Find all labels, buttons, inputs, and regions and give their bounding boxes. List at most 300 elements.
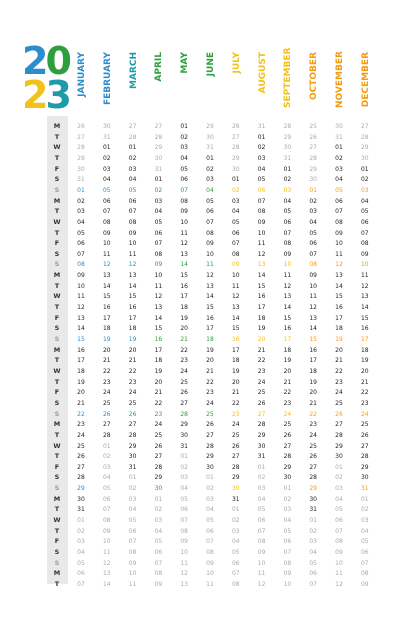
weekday-label: S xyxy=(54,484,60,493)
day-cell: 18 xyxy=(128,325,137,333)
day-cell: 04 xyxy=(128,506,137,514)
day-cell: 29 xyxy=(77,485,85,493)
day-cell: 19 xyxy=(231,367,240,375)
day-cell: 01 xyxy=(283,165,292,173)
day-cell: 18 xyxy=(283,346,292,354)
day-cell: 17 xyxy=(283,336,292,343)
weekday-label: W xyxy=(53,292,61,301)
day-cell: 20 xyxy=(102,346,111,354)
day-cell: 07 xyxy=(257,527,266,535)
day-cell: 29 xyxy=(128,442,137,450)
day-cell: 26 xyxy=(360,431,369,439)
month-header-november: NOVEMBER xyxy=(335,51,345,108)
day-cell: 16 xyxy=(180,282,188,290)
day-cell: 27 xyxy=(309,144,317,152)
day-cell: 26 xyxy=(77,453,85,461)
day-cell: 09 xyxy=(309,272,317,280)
day-cell: 21 xyxy=(154,389,163,397)
day-cell: 22 xyxy=(335,367,343,375)
month-header-may: MAY xyxy=(180,52,191,74)
day-cell: 28 xyxy=(77,474,85,482)
day-cell: 07 xyxy=(206,538,214,546)
day-cell: 16 xyxy=(128,304,137,312)
day-cell: 25 xyxy=(102,399,111,407)
day-cell: 09 xyxy=(154,261,163,269)
day-cell: 20 xyxy=(309,389,317,397)
day-cell: 29 xyxy=(231,154,240,162)
day-cell: 09 xyxy=(335,549,343,556)
day-cell: 05 xyxy=(283,527,292,535)
month-header-september: SEPTEMBER xyxy=(283,47,294,108)
day-cell: 09 xyxy=(206,240,214,248)
day-cell: 27 xyxy=(360,442,369,450)
day-cell: 03 xyxy=(231,197,240,205)
day-cell: 05 xyxy=(206,517,214,525)
day-cell: 30 xyxy=(128,453,137,461)
day-cell: 04 xyxy=(180,485,188,493)
day-cell: 06 xyxy=(283,218,292,226)
day-cell: 24 xyxy=(128,389,137,397)
day-cell: 09 xyxy=(102,229,111,237)
day-cell: 31 xyxy=(102,133,111,141)
day-cell: 26 xyxy=(180,389,188,397)
day-cell: 04 xyxy=(154,208,163,216)
weekday-label: S xyxy=(54,185,60,194)
day-cell: 27 xyxy=(231,133,240,141)
day-cell: 29 xyxy=(360,144,369,152)
day-cell: 17 xyxy=(206,325,214,333)
day-cell: 24 xyxy=(206,399,214,407)
day-cell: 08 xyxy=(180,197,188,205)
day-cell: 03 xyxy=(206,495,214,503)
day-cell: 24 xyxy=(335,389,343,397)
day-cell: 16 xyxy=(309,346,317,354)
day-cell: 21 xyxy=(257,346,266,354)
day-cell: 01 xyxy=(309,186,317,194)
day-cell: 02 xyxy=(77,527,85,535)
day-cell: 13 xyxy=(283,293,292,301)
day-cell: 03 xyxy=(231,527,240,535)
day-cell: 18 xyxy=(180,304,188,312)
day-cell: 20 xyxy=(335,346,343,354)
day-cell: 20 xyxy=(257,336,266,343)
day-cell: 04 xyxy=(283,197,292,205)
day-cell: 07 xyxy=(309,580,317,588)
weekday-label: M xyxy=(53,569,61,578)
weekday-label: S xyxy=(54,409,60,418)
day-cell: 26 xyxy=(206,421,214,429)
day-cell: 25 xyxy=(231,431,240,439)
day-cell: 03 xyxy=(154,197,163,205)
day-cell: 01 xyxy=(128,144,137,152)
day-cell: 25 xyxy=(283,421,292,429)
day-cell: 02 xyxy=(128,485,137,493)
day-cell: 08 xyxy=(257,208,266,216)
day-cell: 02 xyxy=(309,197,317,205)
day-cell: 14 xyxy=(128,282,137,290)
day-cell: 07 xyxy=(360,229,369,237)
weekday-label: S xyxy=(54,398,60,407)
day-cell: 08 xyxy=(335,538,343,546)
day-cell: 12 xyxy=(231,293,240,301)
day-cell: 12 xyxy=(180,240,188,248)
day-cell: 14 xyxy=(77,325,85,333)
day-cell: 04 xyxy=(128,176,137,184)
day-cell: 28 xyxy=(257,421,266,429)
month-header-january: JANUARY xyxy=(77,52,87,97)
day-cell: 10 xyxy=(154,272,163,280)
day-cell: 27 xyxy=(77,463,85,471)
day-cell: 12 xyxy=(335,261,343,269)
day-cell: 25 xyxy=(309,442,317,450)
day-cell: 06 xyxy=(206,527,214,535)
day-cell: 06 xyxy=(102,197,111,205)
day-cell: 22 xyxy=(231,399,240,407)
day-cell: 26 xyxy=(154,442,163,450)
day-cell: 24 xyxy=(77,431,85,439)
day-cell: 01 xyxy=(180,123,188,130)
day-cell: 22 xyxy=(360,389,369,397)
day-cell: 23 xyxy=(102,378,111,386)
day-cell: 22 xyxy=(206,378,214,386)
day-cell: 09 xyxy=(283,570,292,578)
day-cell: 27 xyxy=(206,431,214,439)
day-cell: 23 xyxy=(360,399,369,407)
day-cell: 07 xyxy=(231,570,240,578)
day-cell: 10 xyxy=(180,218,188,226)
day-cell: 29 xyxy=(180,421,188,429)
day-cell: 21 xyxy=(206,367,214,375)
day-cell: 03 xyxy=(283,186,292,194)
day-cell: 08 xyxy=(231,250,240,258)
day-cell: 02 xyxy=(309,527,317,535)
day-cell: 28 xyxy=(309,474,317,482)
day-cell: 25 xyxy=(360,421,369,429)
day-cell: 20 xyxy=(360,367,369,375)
day-cell: 10 xyxy=(283,580,292,588)
day-cell: 11 xyxy=(154,282,163,290)
day-cell: 02 xyxy=(77,197,85,205)
weekday-label: S xyxy=(54,260,60,269)
day-cell: 26 xyxy=(231,442,240,450)
day-cell: 24 xyxy=(154,421,163,429)
day-cell: 17 xyxy=(154,346,163,354)
day-cell: 22 xyxy=(180,346,188,354)
day-cell: 16 xyxy=(206,314,214,322)
day-cell: 28 xyxy=(128,133,137,141)
day-cell: 24 xyxy=(180,367,188,375)
day-cell: 05 xyxy=(360,208,369,216)
day-cell: 11 xyxy=(309,293,317,301)
day-cell: 05 xyxy=(335,506,343,514)
weekday-label: S xyxy=(54,473,60,482)
day-cell: 08 xyxy=(231,580,240,588)
day-cell: 11 xyxy=(335,570,343,578)
day-cell: 07 xyxy=(231,240,240,248)
day-cell: 06 xyxy=(335,517,343,525)
day-cell: 05 xyxy=(102,186,111,194)
day-cell: 26 xyxy=(335,410,343,418)
day-cell: 09 xyxy=(360,580,369,588)
day-cell: 03 xyxy=(77,538,85,546)
day-cell: 26 xyxy=(309,133,317,141)
day-cell: 09 xyxy=(180,208,188,216)
day-cell: 28 xyxy=(360,133,369,141)
day-cell: 13 xyxy=(257,261,266,269)
weekday-label: T xyxy=(54,377,60,386)
day-cell: 31 xyxy=(335,133,343,141)
day-cell: 04 xyxy=(335,495,343,503)
day-cell: 11 xyxy=(102,549,111,556)
day-cell: 02 xyxy=(154,506,163,514)
day-cell: 13 xyxy=(231,304,240,312)
day-cell: 20 xyxy=(154,378,163,386)
day-cell: 01 xyxy=(309,517,317,525)
day-cell: 01 xyxy=(360,495,369,503)
day-cell: 02 xyxy=(154,186,163,194)
day-cell: 04 xyxy=(102,176,111,184)
day-cell: 31 xyxy=(77,176,85,184)
day-cell: 04 xyxy=(360,197,369,205)
day-cell: 13 xyxy=(309,314,317,322)
day-cell: 03 xyxy=(154,517,163,525)
day-cell: 17 xyxy=(335,314,343,322)
day-cell: 12 xyxy=(77,304,85,312)
day-cell: 29 xyxy=(154,144,163,152)
day-cell: 28 xyxy=(77,144,85,152)
day-cell: 27 xyxy=(128,123,137,130)
day-cell: 25 xyxy=(335,399,343,407)
weekday-label: F xyxy=(54,462,60,471)
day-cell: 11 xyxy=(257,570,266,578)
day-cell: 03 xyxy=(335,165,343,173)
day-cell: 04 xyxy=(257,165,266,173)
day-cell: 25 xyxy=(128,399,137,407)
day-cell: 27 xyxy=(102,421,111,429)
day-cell: 28 xyxy=(231,463,240,471)
day-cell: 04 xyxy=(231,538,240,546)
weekday-label: S xyxy=(54,335,60,343)
day-cell: 26 xyxy=(257,399,266,407)
day-cell: 31 xyxy=(283,154,292,162)
day-cell: 04 xyxy=(154,527,163,535)
day-cell: 03 xyxy=(309,538,317,546)
day-cell: 19 xyxy=(283,357,292,365)
day-cell: 30 xyxy=(309,495,317,503)
day-cell: 03 xyxy=(360,186,369,194)
day-cell: 13 xyxy=(206,282,214,290)
day-cell: 10 xyxy=(128,570,137,578)
weekday-label: M xyxy=(53,122,61,130)
day-cell: 19 xyxy=(128,336,137,343)
day-cell: 05 xyxy=(128,186,137,194)
day-cell: 26 xyxy=(231,123,240,130)
day-cell: 10 xyxy=(206,570,214,578)
day-cell: 07 xyxy=(360,559,369,567)
day-cell: 14 xyxy=(360,304,369,312)
day-cell: 03 xyxy=(128,495,137,503)
day-cell: 01 xyxy=(335,144,343,152)
weekday-label: T xyxy=(54,207,60,216)
day-cell: 13 xyxy=(128,272,137,280)
day-cell: 14 xyxy=(180,261,188,269)
day-cell: 01 xyxy=(360,165,369,173)
day-cell: 30 xyxy=(309,176,317,184)
day-cell: 19 xyxy=(309,378,317,386)
day-cell: 05 xyxy=(335,186,343,194)
day-cell: 13 xyxy=(180,580,188,588)
day-cell: 08 xyxy=(283,559,292,567)
day-cell: 05 xyxy=(154,218,163,226)
day-cell: 14 xyxy=(206,293,214,301)
day-cell: 30 xyxy=(77,495,85,503)
day-cell: 06 xyxy=(257,186,266,194)
day-cell: 05 xyxy=(77,229,85,237)
day-cell: 18 xyxy=(335,325,343,333)
day-cell: 29 xyxy=(283,463,292,471)
day-cell: 11 xyxy=(360,272,369,280)
day-cell: 27 xyxy=(309,463,317,471)
day-cell: 21 xyxy=(335,357,343,365)
day-cell: 05 xyxy=(283,208,292,216)
day-cell: 03 xyxy=(257,485,266,493)
day-cell: 06 xyxy=(360,549,369,556)
day-cell: 07 xyxy=(257,197,266,205)
day-cell: 14 xyxy=(231,314,240,322)
day-cell: 08 xyxy=(102,517,111,525)
day-cell: 28 xyxy=(231,144,240,152)
day-cell: 04 xyxy=(77,218,85,226)
day-cell: 12 xyxy=(180,570,188,578)
weekday-label: T xyxy=(54,579,60,588)
weekday-label: W xyxy=(53,143,61,152)
day-cell: 08 xyxy=(283,240,292,248)
day-cell: 06 xyxy=(180,506,188,514)
day-cell: 21 xyxy=(77,399,85,407)
day-cell: 30 xyxy=(231,485,240,493)
day-cell: 03 xyxy=(360,517,369,525)
day-cell: 05 xyxy=(206,197,214,205)
day-cell: 09 xyxy=(102,527,111,535)
day-cell: 31 xyxy=(180,442,188,450)
day-cell: 31 xyxy=(154,165,163,173)
day-cell: 14 xyxy=(309,325,317,333)
day-cell: 19 xyxy=(102,336,111,343)
day-cell: 24 xyxy=(360,410,369,418)
day-cell: 04 xyxy=(102,474,111,482)
day-cell: 09 xyxy=(180,538,188,546)
day-cell: 28 xyxy=(102,431,111,439)
day-cell: 02 xyxy=(335,154,343,162)
day-cell: 04 xyxy=(206,506,214,514)
day-cell: 27 xyxy=(335,421,343,429)
weekday-label: F xyxy=(54,313,60,322)
day-cell: 05 xyxy=(231,549,240,556)
weekday-label: M xyxy=(53,494,61,503)
day-cell: 24 xyxy=(283,410,292,418)
day-cell: 06 xyxy=(77,570,85,578)
day-cell: 05 xyxy=(154,538,163,546)
day-cell: 03 xyxy=(180,144,188,152)
day-cell: 11 xyxy=(231,282,240,290)
day-cell: 03 xyxy=(206,176,214,184)
day-cell: 10 xyxy=(180,549,188,556)
day-cell: 27 xyxy=(257,410,266,418)
day-cell: 28 xyxy=(154,133,163,141)
day-cell: 07 xyxy=(206,218,214,226)
day-cell: 22 xyxy=(128,367,137,375)
day-cell: 31 xyxy=(309,506,317,514)
day-cell: 06 xyxy=(231,229,240,237)
day-cell: 01 xyxy=(206,474,214,482)
day-cell: 03 xyxy=(335,485,343,493)
day-cell: 01 xyxy=(154,495,163,503)
day-cell: 20 xyxy=(128,346,137,354)
day-cell: 11 xyxy=(180,559,188,567)
day-cell: 22 xyxy=(309,410,317,418)
day-cell: 21 xyxy=(231,389,240,397)
day-cell: 31 xyxy=(360,485,369,493)
day-cell: 28 xyxy=(283,453,292,461)
day-cell: 06 xyxy=(77,240,85,248)
month-header-april: APRIL xyxy=(154,52,165,82)
day-cell: 30 xyxy=(77,165,85,173)
day-cell: 02 xyxy=(102,453,111,461)
day-cell: 08 xyxy=(77,261,85,269)
weekday-label: F xyxy=(54,388,60,397)
month-header-march: MARCH xyxy=(128,52,139,89)
day-cell: 24 xyxy=(309,431,317,439)
day-cell: 09 xyxy=(283,250,292,258)
day-cell: 02 xyxy=(206,485,214,493)
day-cell: 08 xyxy=(180,527,188,535)
day-cell: 08 xyxy=(360,570,369,578)
day-cell: 25 xyxy=(154,431,163,439)
day-cell: 20 xyxy=(231,378,240,386)
day-cell: 01 xyxy=(257,463,266,471)
day-cell: 10 xyxy=(335,559,343,567)
day-cell: 28 xyxy=(283,123,292,130)
day-cell: 11 xyxy=(283,272,292,280)
day-cell: 10 xyxy=(283,261,292,269)
day-cell: 21 xyxy=(360,378,369,386)
day-cell: 02 xyxy=(257,474,266,482)
day-cell: 18 xyxy=(231,357,240,365)
day-cell: 27 xyxy=(180,399,188,407)
day-cell: 13 xyxy=(102,570,111,578)
day-cell: 05 xyxy=(309,229,317,237)
day-cell: 06 xyxy=(360,218,369,226)
day-cell: 08 xyxy=(102,218,111,226)
day-cell: 23 xyxy=(128,378,137,386)
day-cell: 06 xyxy=(206,208,214,216)
day-cell: 25 xyxy=(180,378,188,386)
day-cell: 22 xyxy=(283,389,292,397)
day-cell: 22 xyxy=(257,357,266,365)
day-cell: 28 xyxy=(206,442,214,450)
day-cell: 27 xyxy=(77,133,85,141)
day-cell: 18 xyxy=(360,346,369,354)
day-cell: 06 xyxy=(128,527,137,535)
day-cell: 10 xyxy=(206,250,214,258)
day-cell: 14 xyxy=(257,272,266,280)
year-bottom: 23 xyxy=(22,73,69,117)
day-cell: 28 xyxy=(128,431,137,439)
day-cell: 04 xyxy=(231,208,240,216)
day-cell: 07 xyxy=(180,517,188,525)
weekday-label: M xyxy=(53,345,61,354)
day-cell: 26 xyxy=(128,410,137,418)
